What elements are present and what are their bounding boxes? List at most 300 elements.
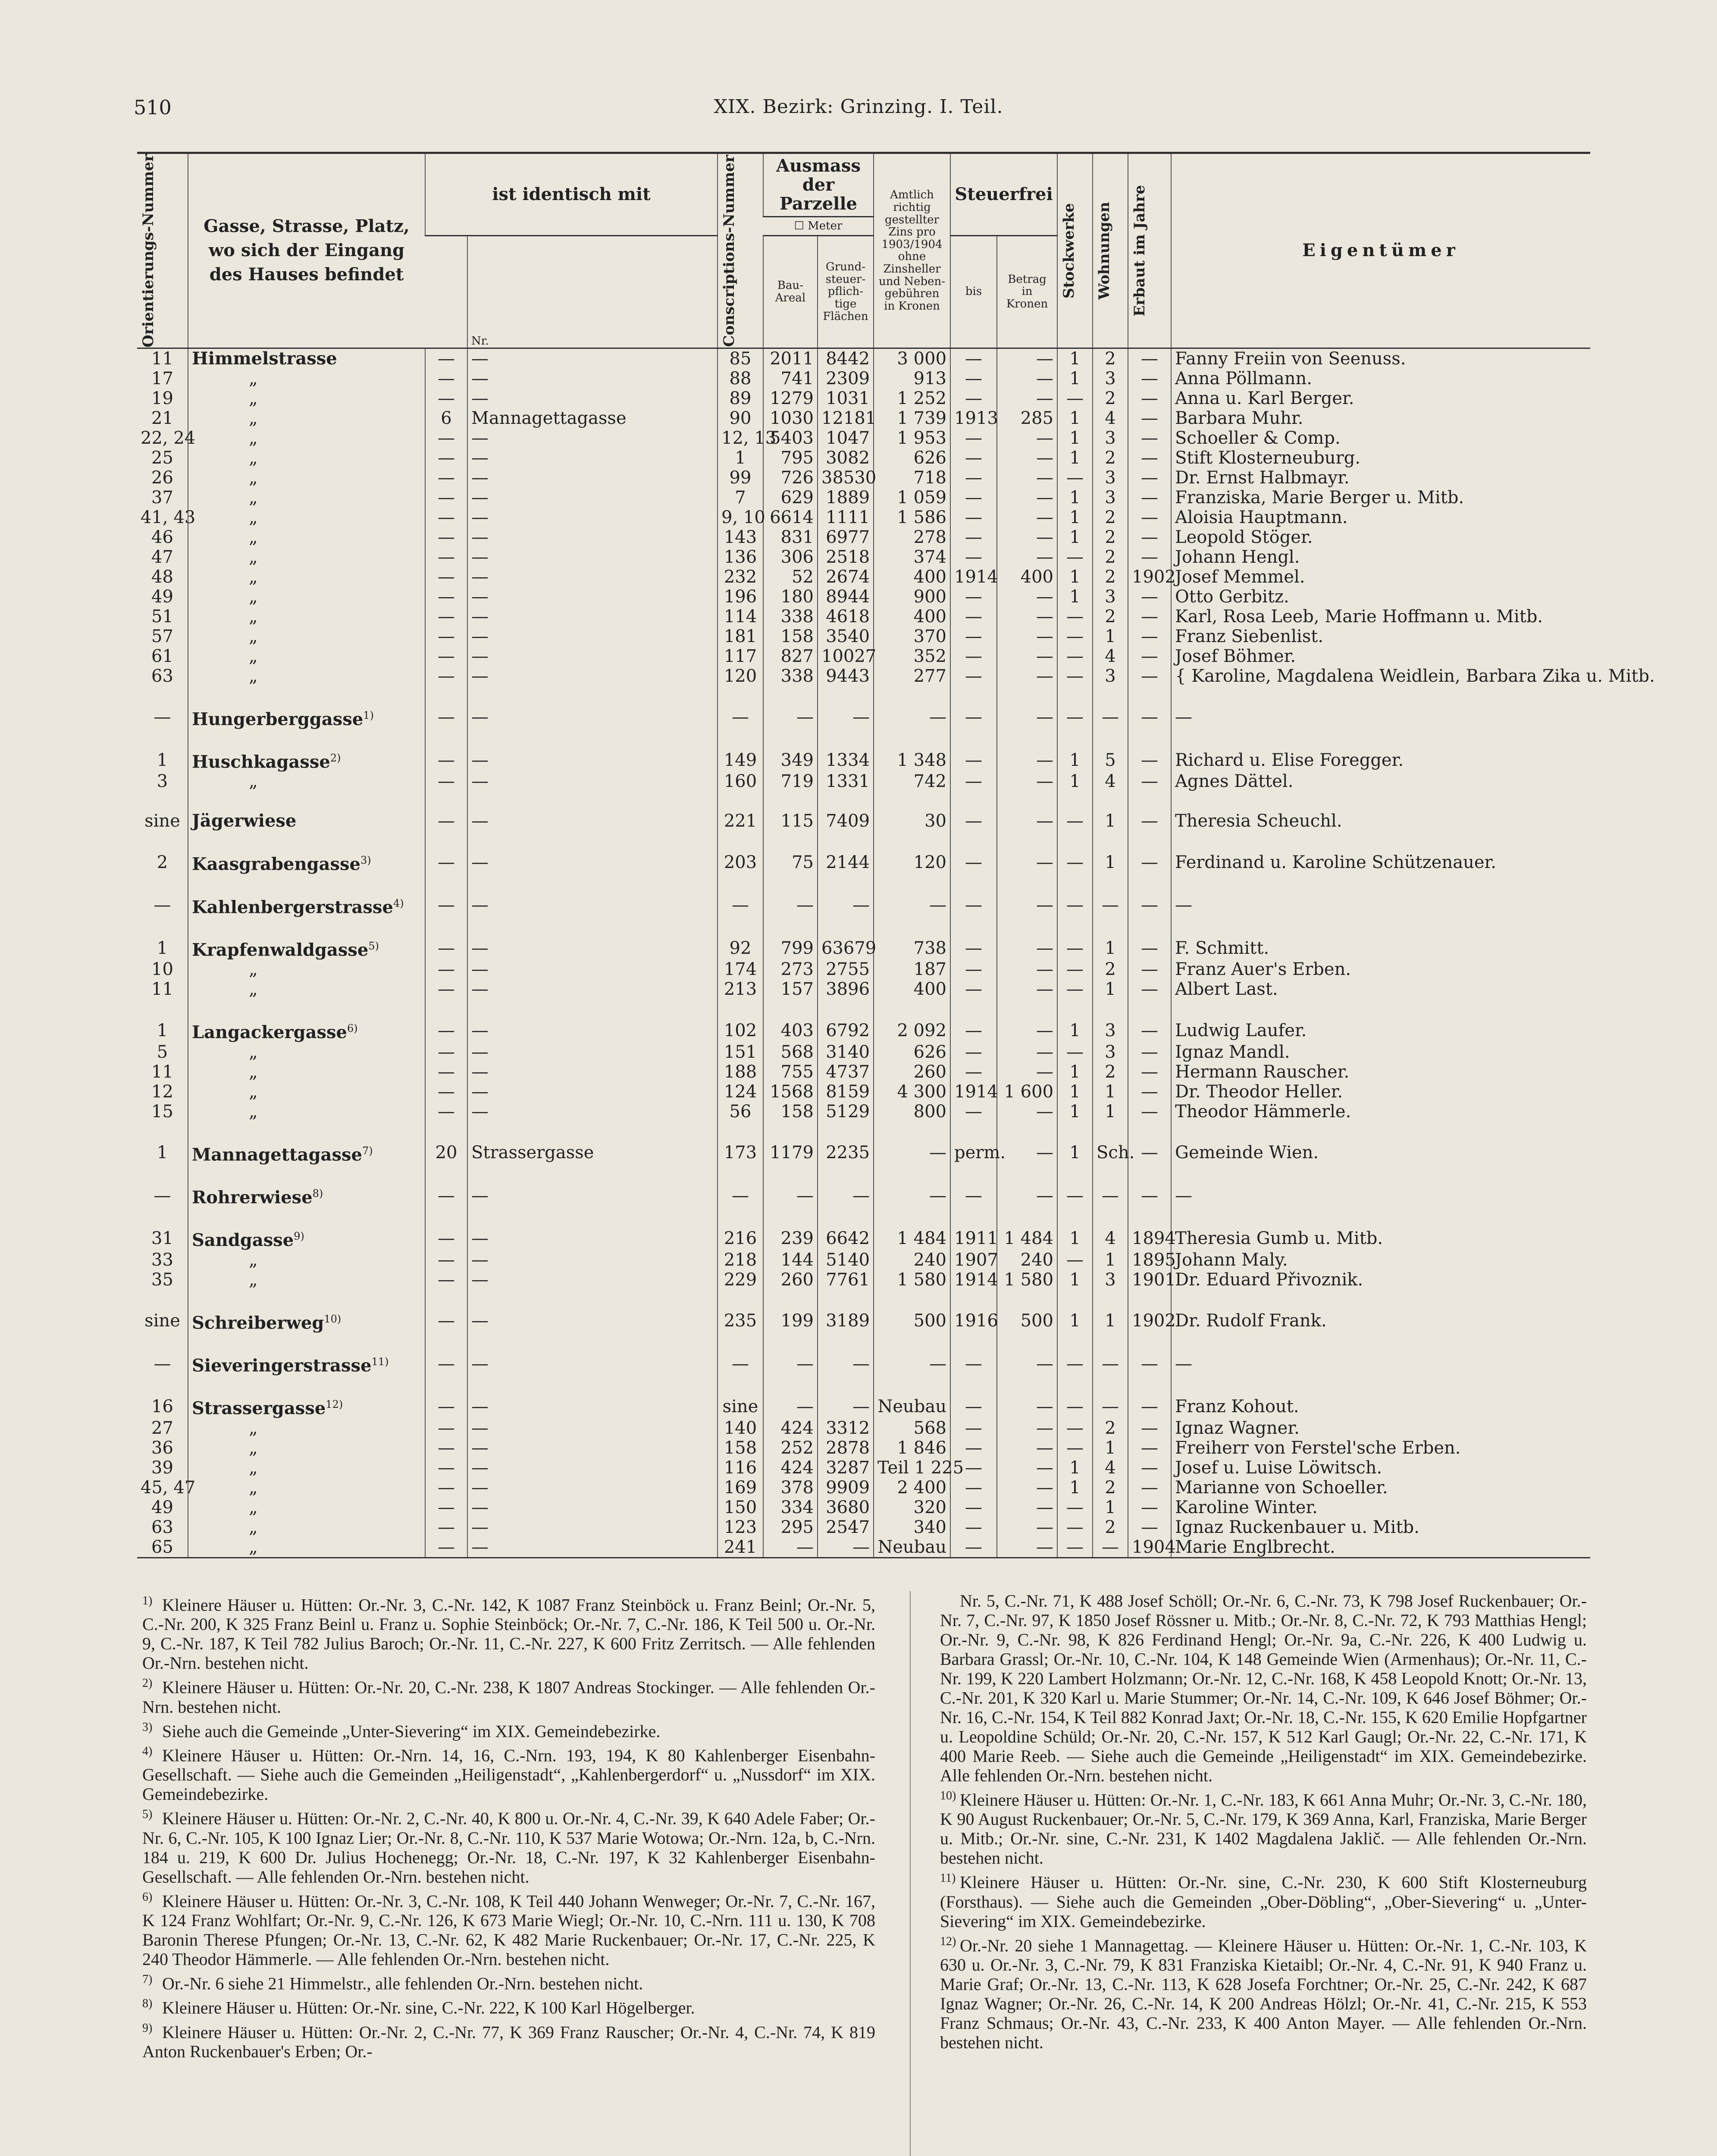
steuerfrei-betrag-cell: — — [997, 1184, 1057, 1207]
wohnungen-cell: — — [1093, 1395, 1128, 1418]
or-nr-cell: — — [154, 895, 171, 915]
zins-cell: 500 — [874, 1310, 950, 1332]
table-row — [137, 369, 1590, 389]
bau-cell: — — [763, 1537, 818, 1558]
bau-cell: 199 — [763, 1310, 818, 1332]
steuerfrei-betrag-cell: — — [997, 1102, 1057, 1122]
table-row — [137, 937, 1590, 959]
footnote-ref: 3) — [360, 854, 371, 867]
steuerfrei-betrag-cell: — — [997, 937, 1057, 959]
bau-cell: 306 — [763, 547, 818, 567]
street-cell — [188, 937, 425, 959]
street-name: Kaasgrabengasse — [192, 854, 360, 874]
zins-cell: 1 484 — [874, 1227, 950, 1250]
street-name: „ — [249, 1438, 258, 1458]
footnote-mark: 7) — [142, 1972, 153, 1986]
street-name: Krapfenwaldgasse — [192, 940, 369, 960]
table-row — [137, 488, 1590, 508]
ident-nr-cell: — — [425, 1184, 467, 1207]
ident-street-cell: Mannagettagasse — [467, 408, 718, 428]
zins-cell: 800 — [874, 1102, 950, 1122]
ident-nr-cell: — — [425, 937, 467, 959]
street-name: „ — [249, 408, 258, 428]
footnote-text: Nr. 5, C.-Nr. 71, K 488 Josef Schöll; Or.-Nr. 6, C.-Nr. 73, K 798 Josef Ruckenbauer; Or.-Nr. 7, C.-Nr. 97, K 1850 Josef Rössner u. Mitb.; Or.-Nr. 8, C.-Nr. 72, K 793 Matthias Hengl; Or.-Nr. 9, C.-Nr. 98, K 826 Ferdinand Hengl; Or.-Nr. 9a, C.-Nr. 226, K 400 Ludwig u. Barbara Grassl; Or.-Nr. 10, C.-Nr. 104, K 148 Gemeinde Wien (Armenhaus); Or.-Nr. 11, C.-Nr. 199, K 220 Lambert Holzmann; Or.-Nr. 12, C.-Nr. 168, K 458 Leopold Knott; Or.-Nr. 13, C.-Nr. 201, K 320 Karl u. Marie Stummer; Or.-Nr. 14, C.-Nr. 109, K 646 Josef Böhmer; Or.-Nr. 16, C.-Nr. 154, K Teil 882 Konrad Jaxt; Or.-Nr. 18, C.-Nr. 155, K 620 Emilie Hopfgartner u. Leopoldine Schüld; Or.-Nr. 20, C.-Nr. 157, K 512 Karl Gaugl; Or.-Nr. 22, C.-Nr. 171, K 400 Marie Reeb. — Siehe auch die Gemeinde „Heiligenstadt“ im XIX. Gemeindebezirke. Alle fehlenden Or.-Nrn. bestehen nicht. — [940, 1591, 1587, 1785]
grund-cell: 8944 — [818, 587, 874, 607]
footnote — [142, 1805, 875, 1886]
bau-cell: 52 — [763, 567, 818, 587]
steuerfrei-bis-cell: — — [950, 1042, 997, 1062]
owner-cell: { Karoline, Magdalena Weidlein, Barbara Zika u. Mitb. — [1171, 666, 1590, 686]
erbaut-cell: 1895 — [1128, 1250, 1171, 1270]
grund-cell: 2235 — [818, 1141, 874, 1164]
table-row — [137, 1250, 1590, 1270]
bau-cell: 629 — [763, 488, 818, 508]
grund-cell: 1334 — [818, 749, 874, 771]
footnote-mark: 4) — [142, 1744, 153, 1758]
wohnungen-cell: 1 — [1093, 1082, 1128, 1102]
wohnungen-cell: 1 — [1093, 1102, 1128, 1122]
footnote-mark: 5) — [142, 1808, 153, 1821]
owner-cell: Theodor Hämmerle. — [1171, 1102, 1590, 1122]
street-cell — [188, 1270, 425, 1290]
stockwerke-cell: — — [1057, 894, 1093, 917]
wohnungen-cell: 3 — [1093, 587, 1128, 607]
street-cell — [188, 1478, 425, 1498]
c-nr-cell: 150 — [718, 1498, 763, 1517]
erbaut-cell: — — [1128, 508, 1171, 527]
footnote-text: Kleinere Häuser u. Hütten: Or.-Nr. sine, C.-Nr. 222, K 100 Karl Högelberger. — [162, 1998, 695, 2018]
ident-nr-cell: — — [425, 1082, 467, 1102]
grund-cell: 9909 — [818, 1478, 874, 1498]
ident-nr-cell: — — [425, 1102, 467, 1122]
ident-street-cell: — — [467, 348, 718, 369]
stockwerke-cell: 1 — [1057, 1102, 1093, 1122]
table-row — [137, 749, 1590, 771]
steuerfrei-bis-cell: — — [950, 627, 997, 646]
table-row — [137, 1062, 1590, 1082]
wohnungen-cell: 1 — [1093, 627, 1128, 646]
erbaut-cell: — — [1128, 959, 1171, 979]
ident-street-cell: — — [467, 527, 718, 547]
erbaut-cell: — — [1128, 646, 1171, 666]
ident-nr-cell: — — [425, 1042, 467, 1062]
ident-nr-cell: — — [425, 666, 467, 686]
grund-cell: 7409 — [818, 811, 874, 831]
ident-nr-cell: — — [425, 527, 467, 547]
or-nr-cell: 65 — [151, 1537, 173, 1557]
steuerfrei-bis-cell: — — [950, 894, 997, 917]
or-nr-cell: 5 — [157, 1042, 168, 1062]
steuerfrei-bis-cell: — — [950, 428, 997, 448]
footnote-ref: 6) — [347, 1022, 358, 1035]
steuerfrei-betrag-cell: 240 — [997, 1250, 1057, 1270]
street-name: Kahlenbergerstrasse — [192, 897, 393, 918]
c-nr-cell: 213 — [718, 979, 763, 999]
bau-cell: 741 — [763, 369, 818, 389]
or-nr-cell: 21 — [151, 408, 173, 428]
grund-cell: 1047 — [818, 428, 874, 448]
erbaut-cell: — — [1128, 979, 1171, 999]
or-nr-cell: 11 — [151, 348, 173, 369]
erbaut-cell: — — [1128, 1478, 1171, 1498]
owner-cell: Freiherr von Ferstel'sche Erben. — [1171, 1438, 1590, 1458]
street-name: „ — [249, 606, 258, 627]
erbaut-cell: 1902 — [1128, 567, 1171, 587]
stockwerke-cell: — — [1057, 607, 1093, 627]
footnote-text: Kleinere Häuser u. Hütten: Or.-Nr. 3, C.-Nr. 108, K Teil 440 Johann Wenweger; Or.-Nr. 7, C.-Nr. 167, K 124 Franz Wohlfart; Or.-Nr. 9, C.-Nr. 126, K 673 Marie Wiegl; Or.-Nr. 10, C.-Nrn. 111 u. 130, K 708 Baronin Therese Pfungen; Or.-Nr. 13, C.-Nr. 62, K 482 Marie Ruckenbauer; Or.-Nr. 17, C.-Nr. 225, K 240 Theodor Hämmerle. — Alle fehlenden Or.-Nrn. bestehen nicht. — [142, 1891, 875, 1969]
zins-cell: — — [874, 1352, 950, 1375]
wohnungen-cell: 2 — [1093, 607, 1128, 627]
steuerfrei-bis-cell: — — [950, 1102, 997, 1122]
street-cell — [188, 567, 425, 587]
steuerfrei-bis-cell: — — [950, 1478, 997, 1498]
c-nr-cell: 203 — [718, 851, 763, 874]
c-nr-cell: 169 — [718, 1478, 763, 1498]
grund-cell: 2755 — [818, 959, 874, 979]
footnote-mark: 8) — [142, 1997, 153, 2011]
or-nr-cell: sine — [144, 811, 180, 831]
zins-cell: 742 — [874, 771, 950, 791]
c-nr-cell: 196 — [718, 587, 763, 607]
table-row — [137, 408, 1590, 428]
grund-cell: 12181 — [818, 408, 874, 428]
c-nr-cell: 218 — [718, 1250, 763, 1270]
ident-street-cell: — — [467, 706, 718, 729]
or-nr-cell: — — [154, 707, 171, 727]
header-spacer — [425, 235, 467, 348]
c-nr-cell: 123 — [718, 1517, 763, 1537]
street-cell — [188, 348, 425, 369]
stockwerke-cell: — — [1057, 468, 1093, 488]
owner-cell: Franziska, Marie Berger u. Mitb. — [1171, 488, 1590, 508]
grund-cell: 3312 — [818, 1418, 874, 1438]
ident-street-cell: — — [467, 1102, 718, 1122]
bau-cell: — — [763, 1352, 818, 1375]
steuerfrei-bis-cell: 1914 — [950, 1270, 997, 1290]
zins-cell: 4 300 — [874, 1082, 950, 1102]
or-nr-cell: 31 — [151, 1228, 173, 1249]
street-name: „ — [249, 1537, 258, 1557]
steuerfrei-betrag-cell: — — [997, 1517, 1057, 1537]
ident-nr-cell: — — [425, 771, 467, 791]
steuerfrei-bis-cell: — — [950, 749, 997, 771]
bau-cell: 295 — [763, 1517, 818, 1537]
footnote — [142, 2018, 875, 2061]
ident-nr-cell: 6 — [425, 408, 467, 428]
street-cell — [188, 1019, 425, 1042]
or-nr-cell: 16 — [151, 1397, 173, 1416]
row-spacer — [137, 1375, 1590, 1395]
zins-cell: 900 — [874, 587, 950, 607]
zins-cell: 913 — [874, 369, 950, 389]
erbaut-cell: — — [1128, 627, 1171, 646]
street-name: Rohrerwiese — [192, 1187, 313, 1208]
row-spacer — [137, 1290, 1590, 1310]
ident-street-cell: — — [467, 1062, 718, 1082]
or-nr-cell: 1 — [157, 750, 168, 770]
wohnungen-cell: 3 — [1093, 369, 1128, 389]
steuerfrei-bis-cell: — — [950, 1458, 997, 1478]
street-cell — [188, 488, 425, 508]
c-nr-cell: 117 — [718, 646, 763, 666]
steuerfrei-betrag-cell: 1 600 — [997, 1082, 1057, 1102]
owner-cell: Theresia Gumb u. Mitb. — [1171, 1227, 1590, 1250]
or-nr-cell: 51 — [151, 606, 173, 627]
footnote-mark: 1) — [142, 1594, 153, 1608]
street-cell — [188, 1418, 425, 1438]
header-grund: Grund-steuer-pflich-tige Flächen — [818, 235, 874, 348]
street-name: „ — [249, 487, 258, 508]
owner-cell: Ignaz Wagner. — [1171, 1418, 1590, 1438]
ident-nr-cell: — — [425, 1227, 467, 1250]
table-row — [137, 646, 1590, 666]
c-nr-cell: 188 — [718, 1062, 763, 1082]
c-nr-cell: 232 — [718, 567, 763, 587]
steuerfrei-bis-cell: — — [950, 646, 997, 666]
c-nr-cell: 124 — [718, 1082, 763, 1102]
c-nr-cell: 89 — [718, 389, 763, 408]
bau-cell: 827 — [763, 646, 818, 666]
owner-cell: Barbara Muhr. — [1171, 408, 1590, 428]
steuerfrei-betrag-cell: — — [997, 488, 1057, 508]
row-spacer — [137, 686, 1590, 706]
row-spacer — [137, 874, 1590, 894]
footnote-mark: 6) — [142, 1890, 153, 1904]
street-cell — [188, 547, 425, 567]
footnote — [142, 1591, 875, 1673]
erbaut-cell: — — [1128, 547, 1171, 567]
ident-nr-cell: — — [425, 428, 467, 448]
ident-nr-cell: — — [425, 1352, 467, 1375]
street-cell — [188, 1458, 425, 1478]
column-divider — [910, 1591, 911, 2156]
bau-cell: 403 — [763, 1019, 818, 1042]
grund-cell: — — [818, 706, 874, 729]
zins-cell: — — [874, 894, 950, 917]
bau-cell: 424 — [763, 1418, 818, 1438]
table-row — [137, 1395, 1590, 1418]
table-row — [137, 1352, 1590, 1375]
owner-cell: — — [1171, 706, 1590, 729]
steuerfrei-betrag-cell: — — [997, 706, 1057, 729]
steuerfrei-betrag-cell: — — [997, 468, 1057, 488]
wohnungen-cell: 1 — [1093, 1310, 1128, 1332]
ident-street-cell: — — [467, 1227, 718, 1250]
bau-cell: — — [763, 706, 818, 729]
steuerfrei-betrag-cell: — — [997, 1478, 1057, 1498]
street-name: „ — [249, 586, 258, 607]
street-cell — [188, 1537, 425, 1558]
owner-cell: Richard u. Elise Foregger. — [1171, 749, 1590, 771]
header-betrag: Betrag in Kronen — [997, 235, 1057, 348]
steuerfrei-betrag-cell: — — [997, 1438, 1057, 1458]
steuerfrei-betrag-cell: — — [997, 627, 1057, 646]
c-nr-cell: 116 — [718, 1458, 763, 1478]
ident-street-cell: — — [467, 1418, 718, 1438]
steuerfrei-betrag-cell: — — [997, 1498, 1057, 1517]
zins-cell: 1 348 — [874, 749, 950, 771]
zins-cell: 400 — [874, 979, 950, 999]
erbaut-cell: — — [1128, 1082, 1171, 1102]
street-cell — [188, 527, 425, 547]
grund-cell: 63679 — [818, 937, 874, 959]
stockwerke-cell: 1 — [1057, 448, 1093, 468]
or-nr-cell: 26 — [151, 467, 173, 488]
steuerfrei-bis-cell: — — [950, 666, 997, 686]
footnotes-right — [940, 1591, 1587, 2053]
grund-cell: 3896 — [818, 979, 874, 999]
row-spacer — [137, 1207, 1590, 1227]
stockwerke-cell: 1 — [1057, 408, 1093, 428]
stockwerke-cell: 1 — [1057, 587, 1093, 607]
c-nr-cell: 102 — [718, 1019, 763, 1042]
steuerfrei-bis-cell: — — [950, 811, 997, 831]
steuerfrei-bis-cell: — — [950, 1418, 997, 1438]
owner-cell: Anna u. Karl Berger. — [1171, 389, 1590, 408]
grund-cell: 8442 — [818, 348, 874, 369]
owner-cell: Ferdinand u. Karoline Schützenauer. — [1171, 851, 1590, 874]
bau-cell: 338 — [763, 607, 818, 627]
bau-cell: 180 — [763, 587, 818, 607]
ident-nr-cell: — — [425, 1537, 467, 1558]
owner-cell: Marie Englbrecht. — [1171, 1537, 1590, 1558]
stockwerke-cell: — — [1057, 666, 1093, 686]
erbaut-cell: — — [1128, 749, 1171, 771]
steuerfrei-bis-cell: 1916 — [950, 1310, 997, 1332]
erbaut-cell: — — [1128, 1458, 1171, 1478]
wohnungen-cell: 1 — [1093, 1438, 1128, 1458]
footnote-text: Kleinere Häuser u. Hütten: Or.-Nr. 20, C.-Nr. 238, K 1807 Andreas Stockinger. — Alle fehlenden Or.-Nrn. bestehen nicht. — [142, 1677, 875, 1717]
grund-cell: 4618 — [818, 607, 874, 627]
header-identical-nr: Nr. — [467, 235, 718, 348]
street-name: „ — [249, 567, 258, 587]
wohnungen-cell: 2 — [1093, 389, 1128, 408]
or-nr-cell: 1 — [157, 938, 168, 958]
stockwerke-cell: 1 — [1057, 508, 1093, 527]
or-nr-cell: 1 — [157, 1021, 168, 1041]
ident-street-cell: — — [467, 1478, 718, 1498]
footnote-ref: 12) — [326, 1398, 343, 1411]
ident-nr-cell: — — [425, 1395, 467, 1418]
erbaut-cell: 1902 — [1128, 1310, 1171, 1332]
table-row — [137, 851, 1590, 874]
ident-nr-cell: — — [425, 1019, 467, 1042]
table-row — [137, 1141, 1590, 1164]
erbaut-cell: — — [1128, 1352, 1171, 1375]
ident-nr-cell: — — [425, 348, 467, 369]
header-or-nr: Orientierungs-Nummer — [137, 153, 188, 348]
or-nr-cell: 48 — [151, 567, 173, 587]
or-nr-cell: 36 — [151, 1438, 173, 1458]
grund-cell: — — [818, 894, 874, 917]
or-nr-cell: 57 — [151, 626, 173, 646]
zins-cell: 370 — [874, 627, 950, 646]
ident-street-cell: — — [467, 1310, 718, 1332]
grund-cell: 38530 — [818, 468, 874, 488]
wohnungen-cell: 2 — [1093, 1062, 1128, 1082]
or-nr-cell: 41, 43 — [141, 507, 196, 527]
or-nr-cell: 46 — [151, 527, 173, 547]
street-name: „ — [249, 666, 258, 686]
steuerfrei-bis-cell: 1911 — [950, 1227, 997, 1250]
ident-nr-cell: — — [425, 749, 467, 771]
erbaut-cell: — — [1128, 894, 1171, 917]
footnote-text: Kleinere Häuser u. Hütten: Or.-Nr. 2, C.-Nr. 40, K 800 u. Or.-Nr. 4, C.-Nr. 39, K 640 Adele Faber; Or.-Nr. 6, C.-Nr. 105, K 100 Ignaz Lier; Or.-Nr. 8, C.-Nr. 110, K 537 Marie Wotowa; Or.-Nrn. 12a, b, C.-Nrn. 184 u. 219, K 600 Dr. Julius Hochenegg; Or.-Nr. 18, C.-Nr. 197, K 32 Kahlenberger Eisenbahn-Gesellschaft. — Alle fehlenden Or.-Nrn. bestehen nicht. — [142, 1808, 875, 1887]
running-title: XIX. Bezirk: Grinzing. I. Teil. — [714, 96, 1003, 118]
stockwerke-cell: — — [1057, 959, 1093, 979]
ident-street-cell: — — [467, 771, 718, 791]
wohnungen-cell: 2 — [1093, 547, 1128, 567]
ident-street-cell: — — [467, 508, 718, 527]
row-spacer — [137, 791, 1590, 811]
zins-cell: 320 — [874, 1498, 950, 1517]
street-cell — [188, 1227, 425, 1250]
c-nr-cell: 151 — [718, 1042, 763, 1062]
street-name: „ — [249, 646, 258, 666]
footnote-ref: 5) — [368, 940, 379, 953]
street-name: „ — [249, 1269, 258, 1290]
steuerfrei-betrag-cell: 1 580 — [997, 1270, 1057, 1290]
bau-cell: — — [763, 1184, 818, 1207]
erbaut-cell: — — [1128, 1042, 1171, 1062]
grund-cell: 6977 — [818, 527, 874, 547]
stockwerke-cell: — — [1057, 937, 1093, 959]
footnote — [142, 1673, 875, 1716]
c-nr-cell: sine — [718, 1395, 763, 1418]
header-erbaut: Erbaut im Jahre — [1128, 153, 1171, 348]
table-row — [137, 1537, 1590, 1558]
stockwerke-cell: — — [1057, 1395, 1093, 1418]
owner-cell: — — [1171, 1352, 1590, 1375]
ident-street-cell: — — [467, 587, 718, 607]
wohnungen-cell: 4 — [1093, 771, 1128, 791]
zins-cell: 738 — [874, 937, 950, 959]
stockwerke-cell: 1 — [1057, 567, 1093, 587]
bau-cell: 260 — [763, 1270, 818, 1290]
stockwerke-cell: 1 — [1057, 1019, 1093, 1042]
steuerfrei-bis-cell: — — [950, 607, 997, 627]
or-nr-cell: 10 — [151, 959, 173, 980]
ident-street-cell: — — [467, 1184, 718, 1207]
zins-cell: 240 — [874, 1250, 950, 1270]
ident-street-cell: — — [467, 547, 718, 567]
erbaut-cell: — — [1128, 408, 1171, 428]
stockwerke-cell: 1 — [1057, 488, 1093, 508]
erbaut-cell: — — [1128, 1019, 1171, 1042]
grund-cell: — — [818, 1395, 874, 1418]
or-nr-cell: 11 — [151, 979, 173, 1000]
street-name: „ — [249, 388, 258, 408]
ident-nr-cell: — — [425, 1270, 467, 1290]
erbaut-cell: — — [1128, 1141, 1171, 1164]
grund-cell: 5140 — [818, 1250, 874, 1270]
owner-cell: Fanny Freiin von Seenuss. — [1171, 348, 1590, 369]
stockwerke-cell: 1 — [1057, 1270, 1093, 1290]
wohnungen-cell: 2 — [1093, 448, 1128, 468]
stockwerke-cell: 1 — [1057, 771, 1093, 791]
or-nr-cell: 22, 24 — [141, 428, 196, 448]
street-cell — [188, 1062, 425, 1082]
table-row — [137, 811, 1590, 831]
or-nr-cell: 1 — [157, 1143, 168, 1163]
steuerfrei-bis-cell: perm. — [950, 1141, 997, 1164]
table-row — [137, 567, 1590, 587]
steuerfrei-betrag-cell: — — [997, 547, 1057, 567]
or-nr-cell: 11 — [151, 1062, 173, 1082]
ident-street-cell: — — [467, 389, 718, 408]
grund-cell: 1889 — [818, 488, 874, 508]
ident-street-cell: — — [467, 646, 718, 666]
